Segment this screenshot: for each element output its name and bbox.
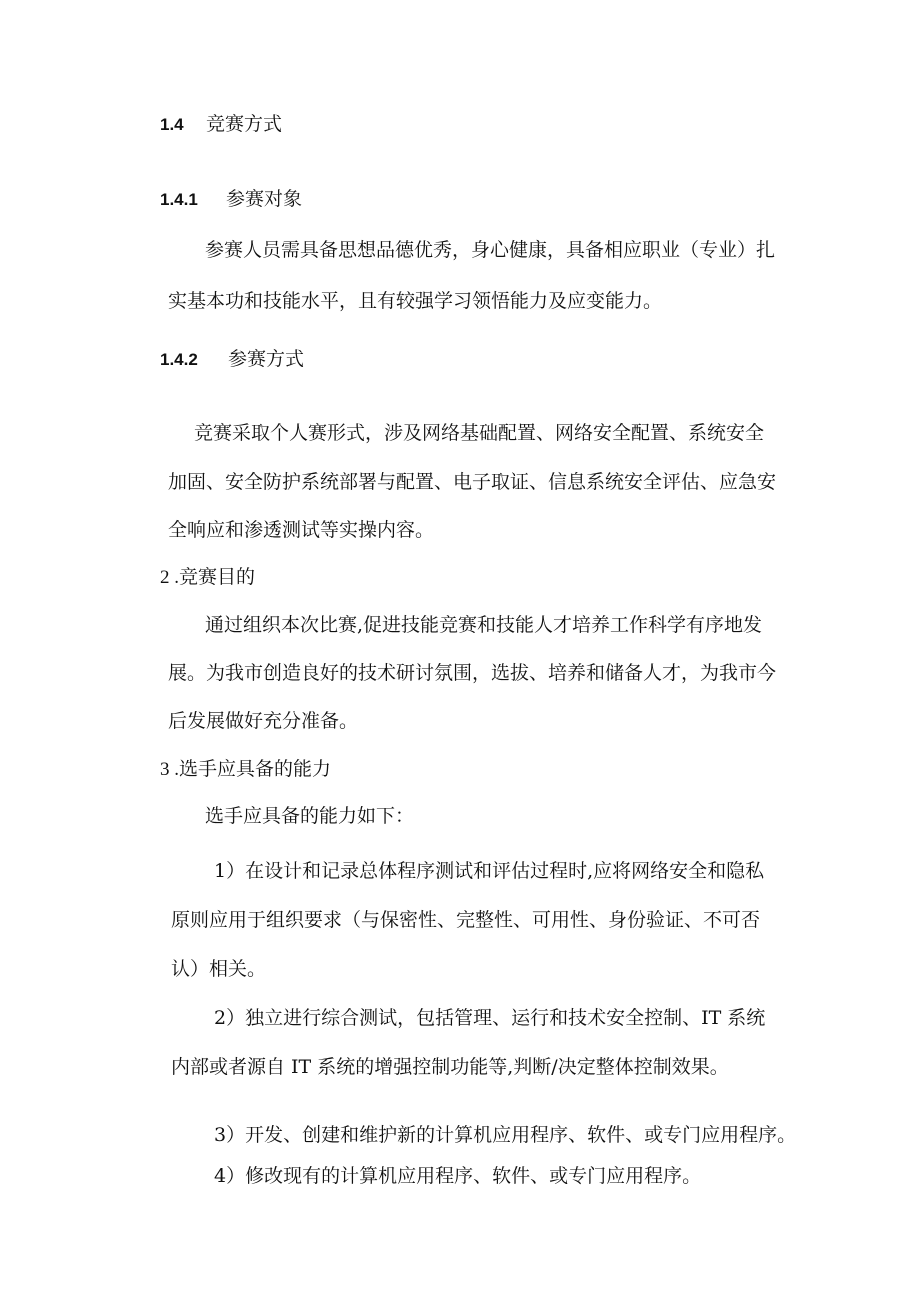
list-item-line: 3）开发、创建和维护新的计算机应用程序、软件、或专门应用程序。 [214, 1124, 797, 1146]
paragraph-line: 参赛人员需具备思想品德优秀，身心健康，具备相应职业（专业）扎 [205, 239, 776, 261]
paragraph-line: 竞赛采取个人赛形式，涉及网络基础配置、网络安全配置、系统安全 [194, 422, 765, 444]
list-item-line: 1）在设计和记录总体程序测试和评估过程时,应将网络安全和隐私 [214, 860, 765, 882]
list-item-line: 内部或者源自 IT 系统的增强控制功能等,判断/决定整体控制效果。 [171, 1056, 729, 1078]
list-item-line: 认）相关。 [171, 958, 267, 980]
list-item-line: 原则应用于组织要求（与保密性、完整性、可用性、身份验证、不可否 [171, 909, 761, 931]
list-item-line: 2）独立进行综合测试，包括管理、运行和技术安全控制、IT 系统 [214, 1007, 766, 1029]
paragraph-line: 后发展做好充分准备。 [168, 710, 359, 732]
section-title: 竞赛方式 [206, 113, 283, 135]
section-title: 参赛对象 [226, 188, 303, 210]
paragraph-line: 实基本功和技能水平，且有较强学习领悟能力及应变能力。 [168, 290, 663, 312]
section-number: 1.4.1 [160, 190, 198, 209]
paragraph-line: 展。为我市创造良好的技术研讨氛围，选拔、培养和储备人才，为我市今 [168, 662, 777, 684]
section-title: 参赛方式 [228, 348, 305, 370]
intro-line: 选手应具备的能力如下： [205, 805, 415, 827]
section-heading-2: 2 .竞赛目的 [160, 567, 256, 588]
paragraph-line: 全响应和渗透测试等实操内容。 [168, 519, 435, 541]
section-heading-3: 3 .选手应具备的能力 [160, 759, 332, 780]
list-item-line: 4）修改现有的计算机应用程序、软件、或专门应用程序。 [214, 1165, 702, 1187]
section-heading-1-4-1 [160, 187, 302, 212]
paragraph-line: 通过组织本次比赛,促进技能竞赛和技能人才培养工作科学有序地发 [205, 614, 763, 636]
section-heading-1-4 [160, 112, 282, 137]
section-heading-1-4-2 [160, 347, 304, 372]
section-number: 1.4 [160, 115, 184, 134]
paragraph-line: 加固、安全防护系统部署与配置、电子取证、信息系统安全评估、应急安 [168, 471, 777, 493]
section-number: 1.4.2 [160, 350, 198, 369]
